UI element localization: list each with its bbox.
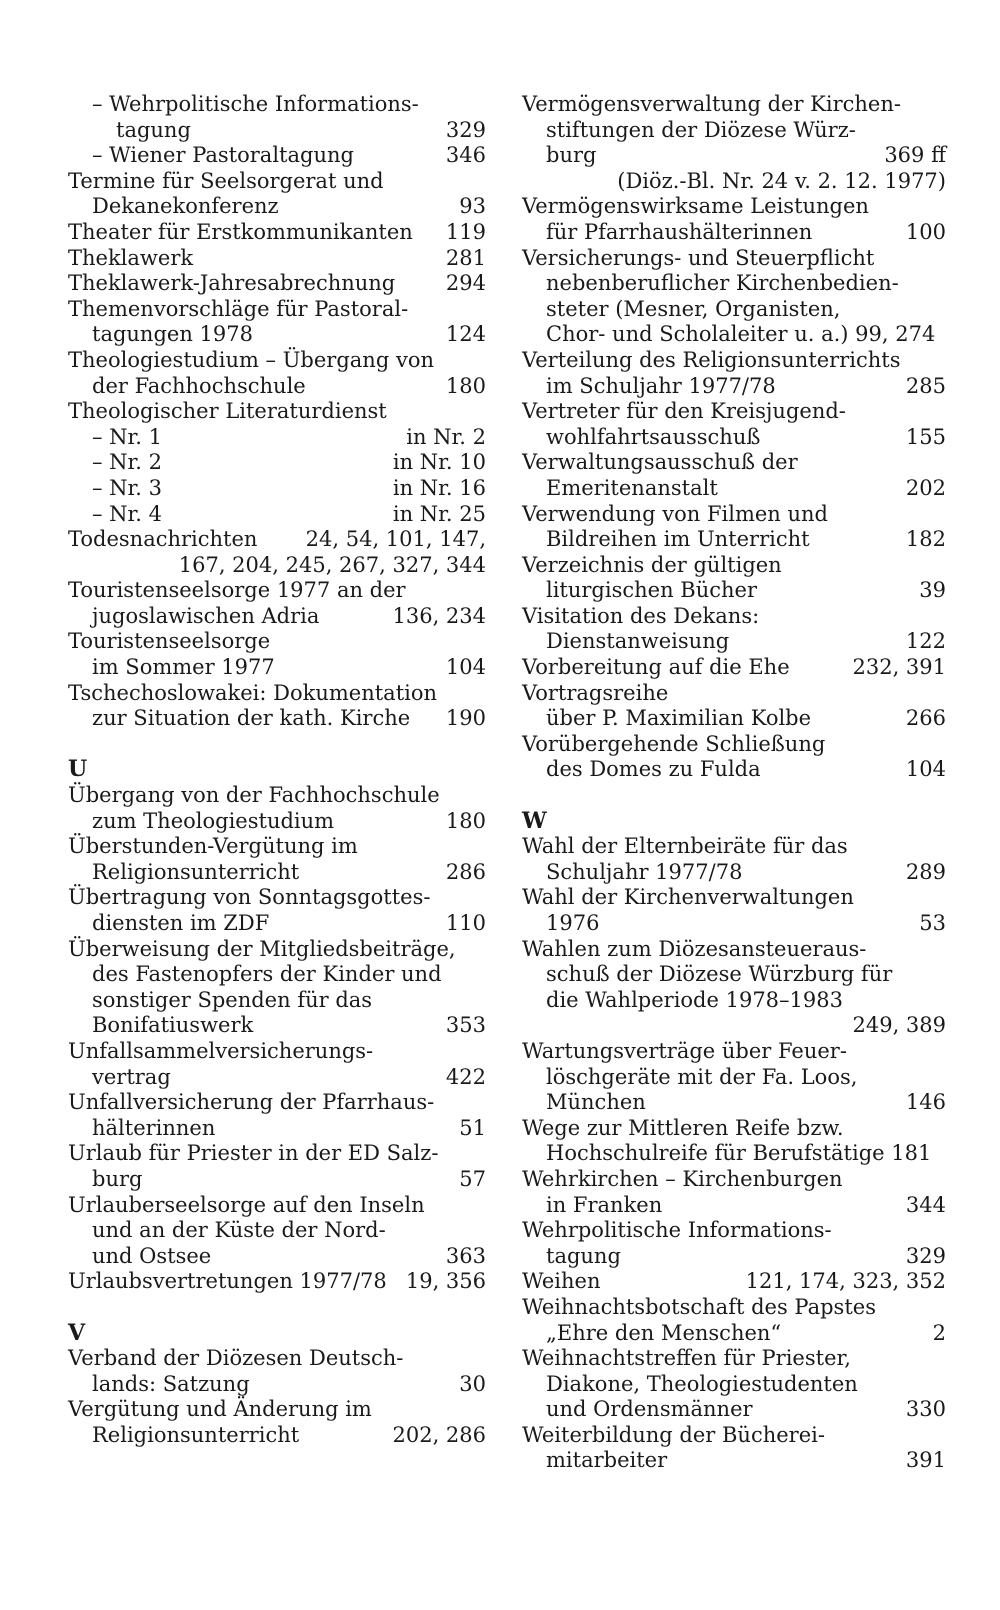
index-line — [68, 706, 486, 732]
index-line — [522, 732, 946, 758]
index-page-ref: 110 — [445, 911, 486, 935]
index-entry-text: vertrag — [92, 1064, 171, 1089]
index-line — [522, 1397, 946, 1423]
index-line — [68, 655, 486, 681]
index-page-ref: 391 — [905, 1448, 946, 1473]
index-page-ref: 39 — [919, 578, 946, 603]
index-entry-text: 1976 — [546, 911, 600, 935]
index-entry-text: Vorübergehende Schließung — [522, 731, 826, 756]
index-line — [522, 553, 946, 579]
index-line — [522, 1269, 946, 1295]
index-entry-text: die Wahlperiode 1978–1983 — [546, 987, 843, 1012]
index-column-left — [68, 92, 486, 1448]
index-page-ref: in Nr. 25 — [392, 501, 486, 526]
index-line — [522, 757, 946, 783]
index-page-ref: 19, 356 — [405, 1269, 486, 1294]
index-entry-text: burg — [92, 1166, 143, 1191]
index-entry-text: – Nr. 2 — [92, 450, 162, 475]
index-entry-text: Weiterbildung der Bücherei- — [522, 1422, 825, 1447]
index-line — [68, 783, 486, 809]
index-entry-text: Vermögenswirksame Leistungen — [522, 194, 869, 219]
index-page-ref: 249, 389 — [852, 1013, 946, 1038]
index-line — [68, 1013, 486, 1039]
index-line — [68, 118, 486, 144]
index-entry-text: München — [546, 1090, 646, 1115]
index-line — [68, 246, 486, 272]
index-entry-text: mitarbeiter — [546, 1448, 668, 1473]
index-line — [68, 297, 486, 323]
index-line — [68, 1065, 486, 1091]
index-entry-text: Religionsunterricht — [92, 859, 300, 884]
index-line — [522, 1244, 946, 1270]
index-line — [522, 527, 946, 553]
index-page-ref: 344 — [905, 1192, 946, 1217]
index-entry-text: der Fachhochschule — [92, 373, 306, 398]
index-page-ref: 57 — [459, 1166, 486, 1191]
index-line — [522, 681, 946, 707]
index-line — [522, 476, 946, 502]
index-line — [522, 92, 946, 118]
index-line — [522, 1090, 946, 1116]
index-entry-text: und Ostsee — [92, 1243, 212, 1268]
index-line — [522, 450, 946, 476]
index-entry-text: Verwaltungsausschuß der — [522, 450, 798, 475]
index-page-ref: 180 — [445, 373, 486, 398]
index-entry-text: löschgeräte mit der Fa. Loos, — [546, 1064, 858, 1089]
index-page-ref: 146 — [905, 1090, 946, 1115]
index-line — [522, 860, 946, 886]
index-line — [68, 885, 486, 911]
index-entry-text: Weihnachtstreffen für Priester, — [522, 1346, 851, 1371]
index-line — [522, 348, 946, 374]
index-line — [522, 1423, 946, 1449]
index-page-ref: 289 — [905, 859, 946, 884]
index-line — [68, 502, 486, 528]
index-line — [522, 578, 946, 604]
index-line — [68, 937, 486, 963]
index-line — [68, 604, 486, 630]
index-line — [68, 476, 486, 502]
index-entry-text: lands: Satzung — [92, 1371, 250, 1396]
index-line — [522, 629, 946, 655]
index-entry-text: tagung — [116, 117, 191, 142]
section-gap — [68, 1295, 486, 1321]
index-page-ref: 121, 174, 323, 352 — [745, 1269, 946, 1294]
index-entry-text: Tschechoslowakei: Dokumentation — [68, 680, 438, 705]
index-page-ref: 93 — [459, 194, 486, 219]
index-page-ref: 180 — [445, 808, 486, 833]
index-line — [522, 1013, 946, 1039]
index-entry-text: Wahlen zum Diözesansteueraus- — [522, 936, 867, 961]
index-page-ref: 182 — [905, 527, 946, 552]
index-entry-text: liturgischen Bücher — [546, 578, 757, 603]
index-entry-text: Themenvorschläge für Pastoral- — [68, 296, 409, 321]
index-page-ref: 232, 391 — [852, 655, 946, 680]
index-entry-text: Hochschulreife für Berufstätige 181 — [546, 1141, 932, 1166]
index-entry-text: schuß der Diözese Würzburg für — [546, 962, 893, 987]
index-entry-text: Verband der Diözesen Deutsch- — [68, 1346, 404, 1371]
index-entry-text: Theklawerk — [68, 245, 194, 270]
index-line — [522, 1116, 946, 1142]
index-entry-text: Urlauberseelsorge auf den Inseln — [68, 1192, 425, 1217]
index-entry-text: Verteilung des Religionsunterrichts — [522, 347, 901, 372]
index-line — [68, 834, 486, 860]
section-letter: V — [68, 1319, 86, 1346]
index-entry-text: Touristenseelsorge 1977 an der — [68, 578, 406, 603]
index-line — [68, 348, 486, 374]
index-line — [522, 322, 946, 348]
index-page-ref: 122 — [905, 629, 946, 654]
index-line — [522, 1065, 946, 1091]
index-line — [68, 681, 486, 707]
index-line — [68, 1346, 486, 1372]
index-line — [522, 1167, 946, 1193]
index-line — [522, 1321, 946, 1347]
index-entry-text: Todesnachrichten — [68, 527, 258, 552]
index-line — [522, 1039, 946, 1065]
index-entry-text: Theater für Erstkommunikanten — [68, 219, 413, 244]
index-entry-text: hälterinnen — [92, 1115, 216, 1140]
index-entry-text: Schuljahr 1977/78 — [546, 859, 743, 884]
index-page-ref: in Nr. 2 — [406, 424, 486, 449]
index-entry-text: Theklawerk-Jahresabrechnung — [68, 271, 396, 296]
index-entry-text: Vertreter für den Kreisjugend- — [522, 399, 846, 424]
index-line — [522, 374, 946, 400]
index-entry-text: Wege zur Mittleren Reife bzw. — [522, 1115, 844, 1140]
index-line — [522, 706, 946, 732]
index-entry-text: Versicherungs- und Steuerpflicht — [522, 245, 875, 270]
index-line — [68, 271, 486, 297]
index-entry-text: jugoslawischen Adria — [92, 603, 320, 628]
index-entry-text: Vorbereitung auf die Ehe — [522, 655, 790, 680]
index-column-right — [522, 92, 946, 1474]
index-entry-text: Überstunden-Vergütung im — [68, 834, 358, 859]
section-letter: U — [68, 756, 88, 783]
index-line — [522, 297, 946, 323]
index-line — [522, 502, 946, 528]
index-line — [522, 988, 946, 1014]
index-entry-text: „Ehre den Menschen“ — [546, 1320, 782, 1345]
index-entry-text: Termine für Seelsorgerat und — [68, 168, 384, 193]
index-page-ref: 353 — [445, 1013, 486, 1038]
index-entry-text: über P. Maximilian Kolbe — [546, 706, 812, 731]
index-entry-text: – Wiener Pastoraltagung — [92, 143, 354, 168]
index-page-ref: 329 — [445, 117, 486, 142]
index-line — [68, 1218, 486, 1244]
index-line — [68, 1423, 486, 1449]
index-entry-text: des Fastenopfers der Kinder und — [92, 962, 442, 987]
index-page-ref: 202, 286 — [392, 1422, 486, 1447]
index-line — [522, 425, 946, 451]
index-entry-text: zur Situation der kath. Kirche — [92, 706, 411, 731]
index-entry-text: – Wehrpolitische Informations- — [92, 92, 419, 116]
index-entry-text: Religionsunterricht — [92, 1422, 300, 1447]
index-line — [522, 1295, 946, 1321]
section-letter: W — [522, 807, 547, 834]
index-entry-text: Urlaub für Priester in der ED Salz- — [68, 1141, 439, 1166]
index-line — [522, 1346, 946, 1372]
index-entry-text: Bildreihen im Unterricht — [546, 527, 810, 552]
index-page-ref: 329 — [905, 1243, 946, 1268]
index-page-ref: 155 — [905, 424, 946, 449]
index-line — [522, 246, 946, 272]
index-entry-text: Wartungsverträge über Feuer- — [522, 1038, 847, 1063]
index-line — [68, 962, 486, 988]
index-page-ref: 286 — [445, 859, 486, 884]
index-line — [68, 553, 486, 579]
index-page-ref: 119 — [445, 219, 486, 244]
index-page-ref: 190 — [445, 706, 486, 731]
index-line — [68, 1397, 486, 1423]
section-gap — [68, 732, 486, 758]
index-line — [68, 169, 486, 195]
index-page-ref: 346 — [445, 143, 486, 168]
index-entry-text: Theologiestudium – Übergang von — [68, 347, 434, 372]
index-entry-text: steter (Mesner, Organisten, — [546, 296, 841, 321]
index-entry-text: Wehrkirchen – Kirchenburgen — [522, 1166, 843, 1191]
index-entry-text: in Franken — [546, 1192, 663, 1217]
index-entry-text: Überweisung der Mitgliedsbeiträge, — [68, 936, 456, 961]
index-entry-text: tagung — [546, 1243, 621, 1268]
index-entry-text: Übertragung von Sonntagsgottes- — [68, 885, 431, 910]
index-line — [68, 1039, 486, 1065]
index-line — [68, 527, 486, 553]
index-entry-text: Verzeichnis der gültigen — [522, 552, 782, 577]
index-entry-text: stiftungen der Diözese Würz- — [546, 117, 856, 142]
index-page-ref: in Nr. 10 — [392, 450, 486, 475]
index-page-ref: 24, 54, 101, 147, — [305, 527, 486, 552]
index-page-ref: 2 — [932, 1320, 946, 1345]
index-entry-text: Urlaubsvertretungen 1977/78 — [68, 1269, 387, 1294]
index-line — [522, 194, 946, 220]
index-page-ref: 369 ff — [884, 143, 946, 168]
index-line — [68, 1141, 486, 1167]
index-line — [522, 911, 946, 937]
index-entry-text: und Ordensmänner — [546, 1397, 753, 1422]
index-entry-text: sonstiger Spenden für das — [92, 987, 373, 1012]
index-line — [522, 1372, 946, 1398]
index-entry-text: nebenberuflicher Kirchenbedien- — [546, 271, 899, 296]
index-line — [68, 220, 486, 246]
index-line — [68, 194, 486, 220]
index-page-ref: 266 — [905, 706, 946, 731]
index-page-ref: 104 — [905, 757, 946, 782]
index-line — [522, 937, 946, 963]
index-entry-text: Wahl der Elternbeiräte für das — [522, 834, 848, 859]
index-line — [68, 322, 486, 348]
index-page-ref: 136, 234 — [392, 603, 486, 628]
index-entry-text: Chor- und Scholaleiter u. a.) 99, 274 — [546, 322, 936, 347]
index-entry-text: Wahl der Kirchenverwaltungen — [522, 885, 854, 910]
index-entry-text: Unfallversicherung der Pfarrhaus- — [68, 1090, 435, 1115]
index-line — [68, 425, 486, 451]
index-entry-text: Theologischer Literaturdienst — [68, 399, 387, 424]
index-line — [522, 399, 946, 425]
index-line — [522, 118, 946, 144]
index-line — [522, 962, 946, 988]
index-line — [68, 629, 486, 655]
index-line — [68, 1372, 486, 1398]
index-entry-text: Vergütung und Änderung im — [68, 1397, 372, 1422]
index-page-ref: 167, 204, 245, 267, 327, 344 — [178, 552, 486, 577]
index-line — [68, 988, 486, 1014]
index-line — [522, 885, 946, 911]
index-entry-text: zum Theologiestudium — [92, 808, 335, 833]
index-entry-text: des Domes zu Fulda — [546, 757, 761, 782]
index-page-ref: 422 — [445, 1064, 486, 1089]
index-line — [68, 450, 486, 476]
index-page-ref: 202 — [905, 475, 946, 500]
index-line — [68, 578, 486, 604]
index-entry-text: – Nr. 4 — [92, 501, 162, 526]
index-entry-text: im Schuljahr 1977/78 — [546, 373, 776, 398]
index-page-ref: 363 — [445, 1243, 486, 1268]
index-page-ref: 281 — [445, 245, 486, 270]
index-line — [522, 1193, 946, 1219]
index-line — [522, 271, 946, 297]
index-entry-text: im Sommer 1977 — [92, 655, 275, 680]
index-line — [522, 1218, 946, 1244]
index-page-ref: (Diöz.-Bl. Nr. 24 v. 2. 12. 1977) — [617, 168, 946, 193]
index-entry-text: Wehrpolitische Informations- — [522, 1218, 832, 1243]
index-entry-text: burg — [546, 143, 597, 168]
index-entry-text: Unfallsammelversicherungs- — [68, 1038, 374, 1063]
index-line — [68, 1116, 486, 1142]
index-entry-text: – Nr. 3 — [92, 475, 162, 500]
index-line — [68, 1244, 486, 1270]
index-entry-text: Dekanekonferenz — [92, 194, 279, 219]
index-line — [522, 169, 946, 195]
index-line — [522, 220, 946, 246]
index-page-ref: 104 — [445, 655, 486, 680]
index-page-ref: in Nr. 16 — [392, 475, 486, 500]
index-line — [68, 1269, 486, 1295]
index-entry-text: Bonifatiuswerk — [92, 1013, 254, 1038]
index-line — [68, 143, 486, 169]
section-gap — [522, 783, 946, 809]
index-entry-text: – Nr. 1 — [92, 424, 162, 449]
index-page-ref: 30 — [459, 1371, 486, 1396]
index-line — [68, 399, 486, 425]
index-entry-text: Weihen — [522, 1269, 601, 1294]
index-line — [68, 860, 486, 886]
index-line — [68, 1167, 486, 1193]
index-entry-text: wohlfahrtsausschuß — [546, 424, 761, 449]
index-entry-text: für Pfarrhaushälterinnen — [546, 219, 813, 244]
index-entry-text: Dienstanweisung — [546, 629, 730, 654]
index-line — [68, 911, 486, 937]
index-entry-text: Übergang von der Fachhochschule — [68, 783, 440, 808]
index-line — [68, 1193, 486, 1219]
index-line — [68, 809, 486, 835]
index-entry-text: Visitation des Dekans: — [522, 603, 760, 628]
index-line — [68, 374, 486, 400]
index-page-ref: 51 — [459, 1115, 486, 1140]
index-entry-text: Emeritenanstalt — [546, 475, 718, 500]
index-line — [522, 1141, 946, 1167]
index-entry-text: Verwendung von Filmen und — [522, 501, 828, 526]
index-entry-text: Touristenseelsorge — [68, 629, 271, 654]
index-entry-text: Vermögensverwaltung der Kirchen- — [522, 92, 901, 116]
index-page-ref: 294 — [445, 271, 486, 296]
index-entry-text: tagungen 1978 — [92, 322, 253, 347]
index-line — [522, 604, 946, 630]
index-line — [522, 1448, 946, 1474]
index-line — [68, 1090, 486, 1116]
index-page-ref: 124 — [445, 322, 486, 347]
index-entry-text: Weihnachtsbotschaft des Papstes — [522, 1294, 876, 1319]
index-line — [522, 143, 946, 169]
index-page-ref: 285 — [905, 373, 946, 398]
index-page-ref: 330 — [905, 1397, 946, 1422]
index-entry-text: diensten im ZDF — [92, 911, 270, 935]
index-line — [522, 655, 946, 681]
index-entry-text: und an der Küste der Nord- — [92, 1218, 386, 1243]
index-entry-text: Vortragsreihe — [522, 680, 669, 705]
index-line — [68, 92, 486, 118]
index-entry-text: Diakone, Theologiestudenten — [546, 1371, 858, 1396]
index-line — [522, 834, 946, 860]
index-page-ref: 100 — [905, 219, 946, 244]
index-page-ref: 53 — [919, 911, 946, 935]
